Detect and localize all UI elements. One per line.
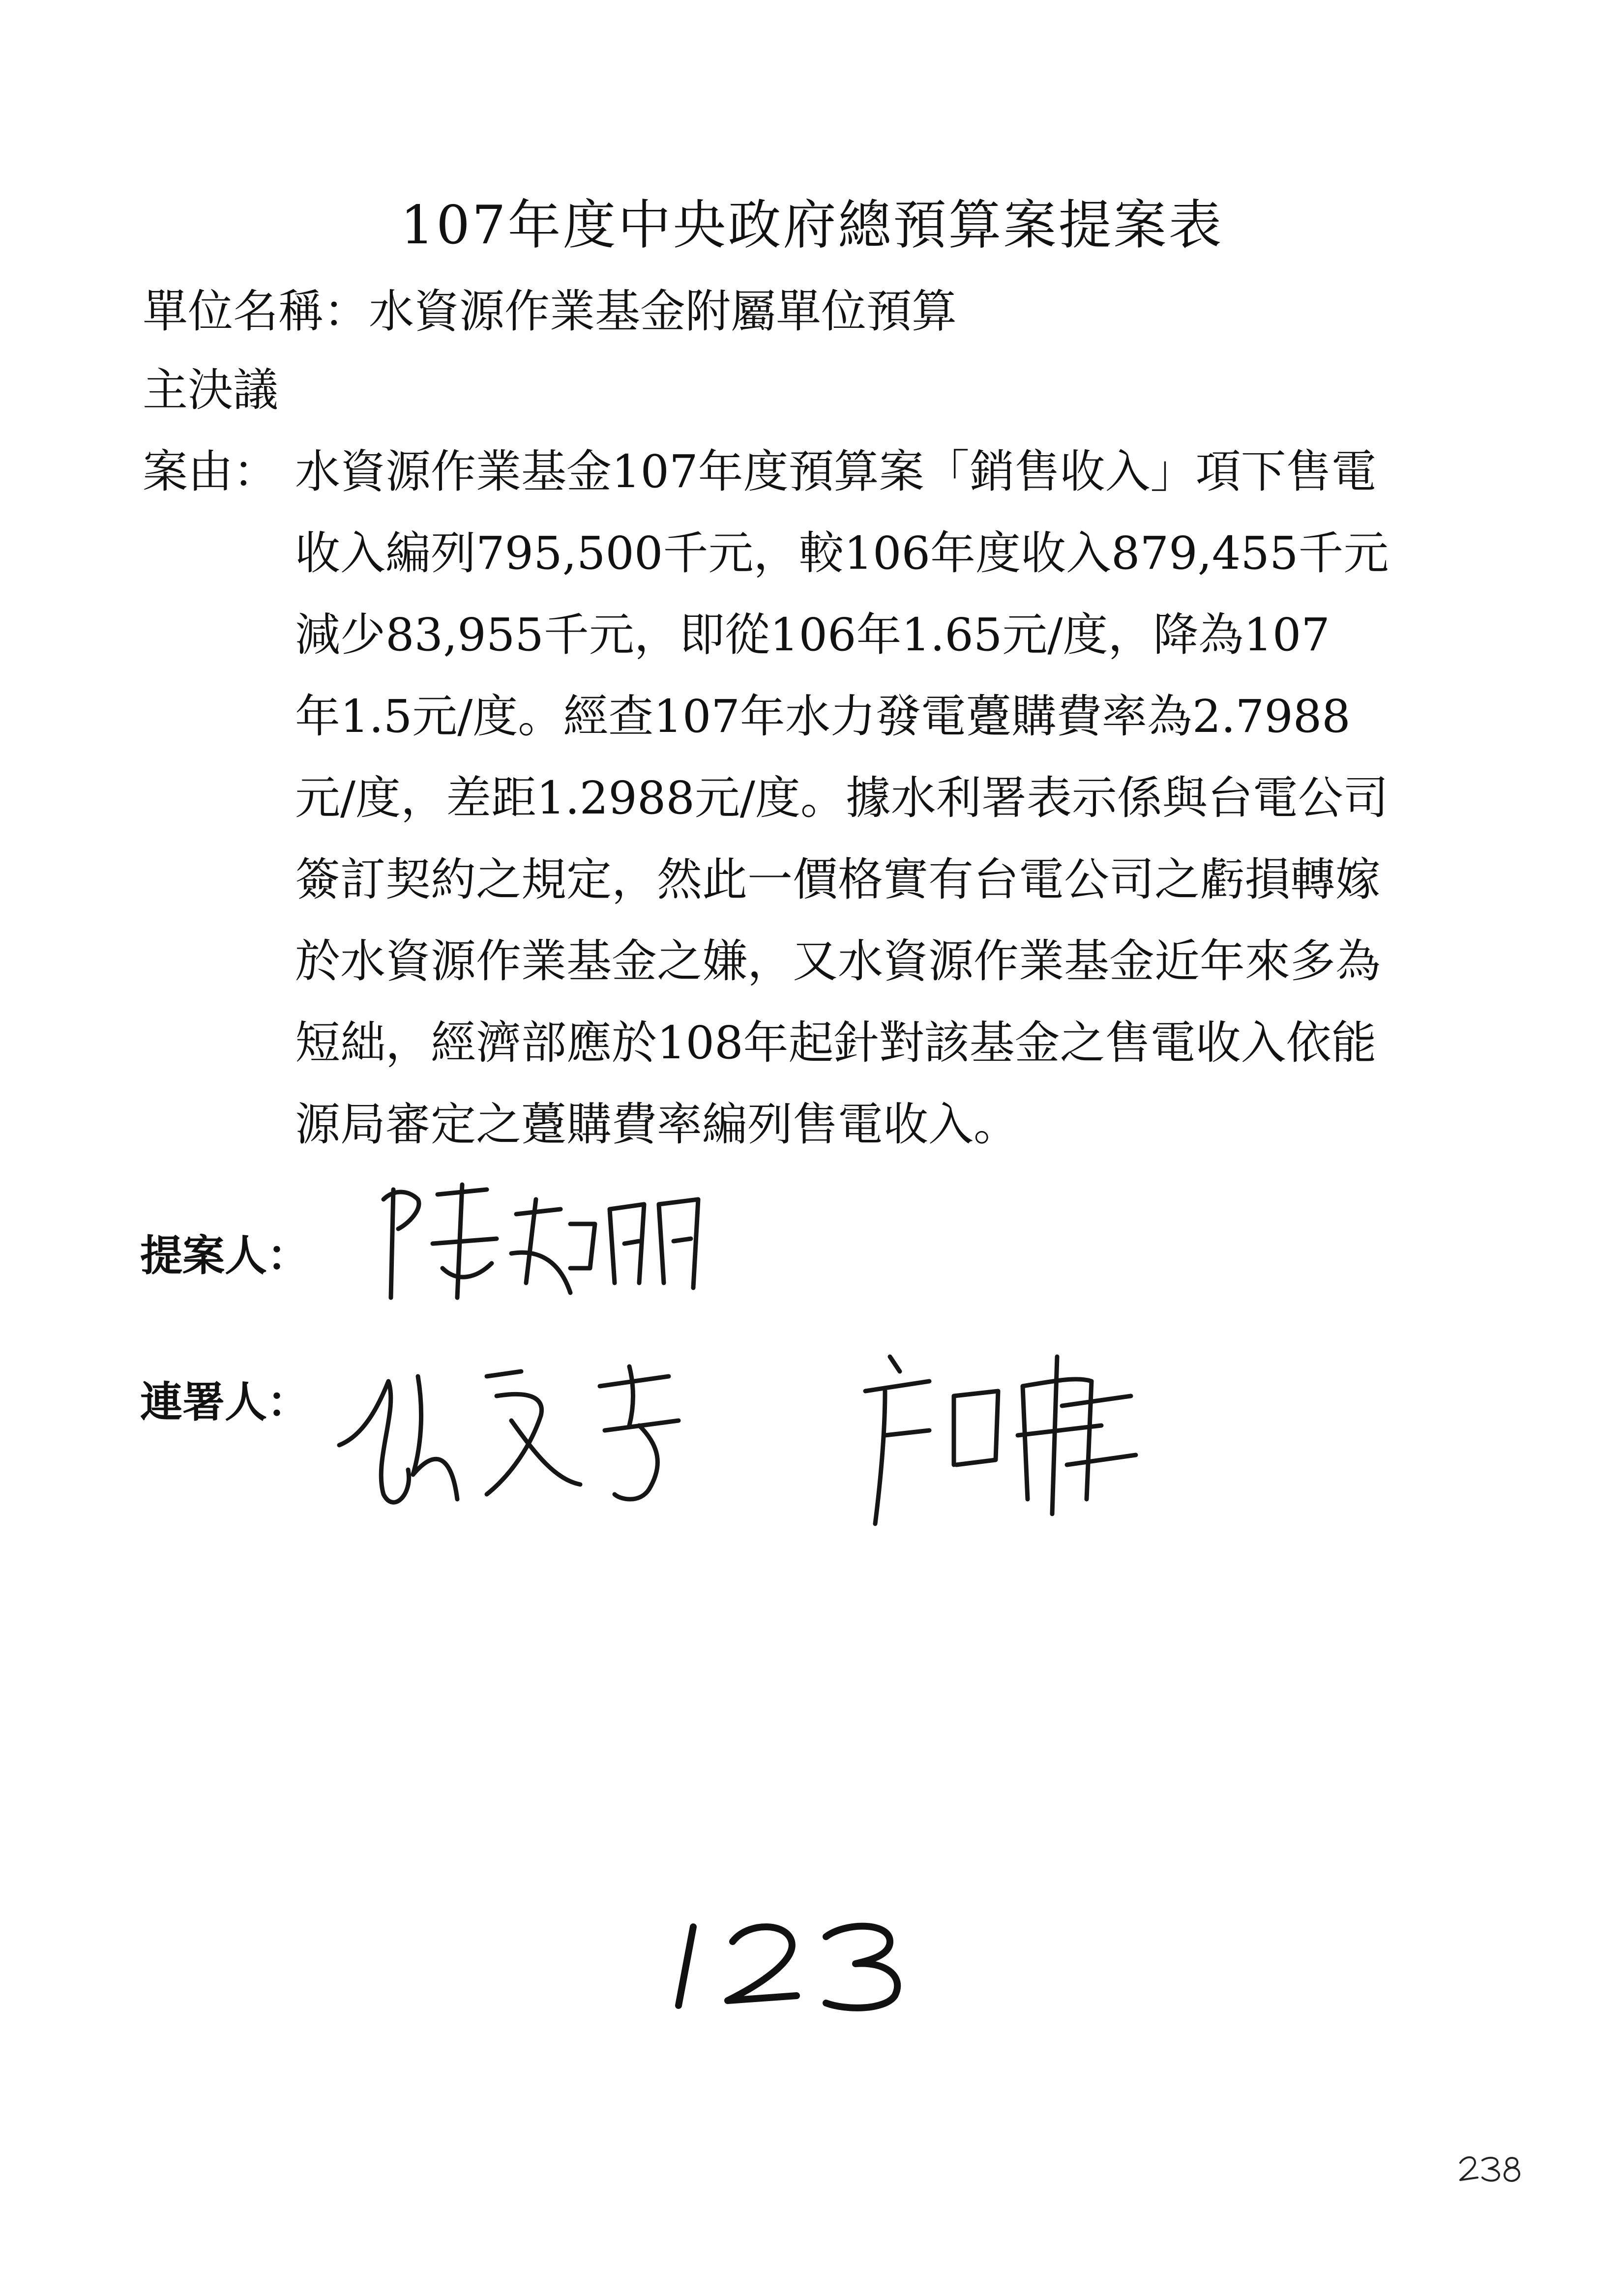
reason-line: 元/度，差距1.2988元/度。據水利署表示係與台電公司 bbox=[295, 772, 1388, 824]
reason-line: 減少83,955千元，即從106年1.65元/度，降為107 bbox=[295, 609, 1330, 661]
reason-line: 於水資源作業基金之嫌，又水資源作業基金近年來多為 bbox=[295, 935, 1381, 988]
reason-label: 案由： bbox=[143, 445, 279, 498]
reason-line: 源局審定之躉購費率編列售電收入。 bbox=[295, 1098, 1019, 1151]
resolution-type: 主決議 bbox=[143, 364, 279, 416]
cosigner-signature-1 bbox=[325, 1347, 806, 1536]
unit-name-line: 單位名稱：水資源作業基金附屬單位預算 bbox=[143, 285, 957, 338]
reason-line: 水資源作業基金107年度預算案「銷售收入」項下售電 bbox=[295, 445, 1377, 498]
proposer-label: 提案人： bbox=[140, 1231, 309, 1280]
cosigner-signature-2 bbox=[856, 1337, 1200, 1550]
cosigner-label: 連署人： bbox=[140, 1378, 309, 1427]
reason-body bbox=[295, 445, 1475, 1184]
reason-line: 短絀，經濟部應於108年起針對該基金之售電收入依能 bbox=[295, 1017, 1377, 1069]
corner-page-number bbox=[1455, 2151, 1529, 2192]
reason-line: 收入編列795,500千元，較106年度收入879,455千元 bbox=[295, 527, 1389, 580]
handwritten-proposal-number bbox=[659, 1907, 934, 2022]
document-title: 107年度中央政府總預算案提案表 bbox=[400, 195, 1224, 256]
reason-line: 年1.5元/度。經查107年水力發電躉購費率為2.7988 bbox=[295, 690, 1351, 743]
proposer-signature bbox=[364, 1170, 738, 1319]
reason-line: 簽訂契約之規定，然此一價格實有台電公司之虧損轉嫁 bbox=[295, 853, 1381, 906]
